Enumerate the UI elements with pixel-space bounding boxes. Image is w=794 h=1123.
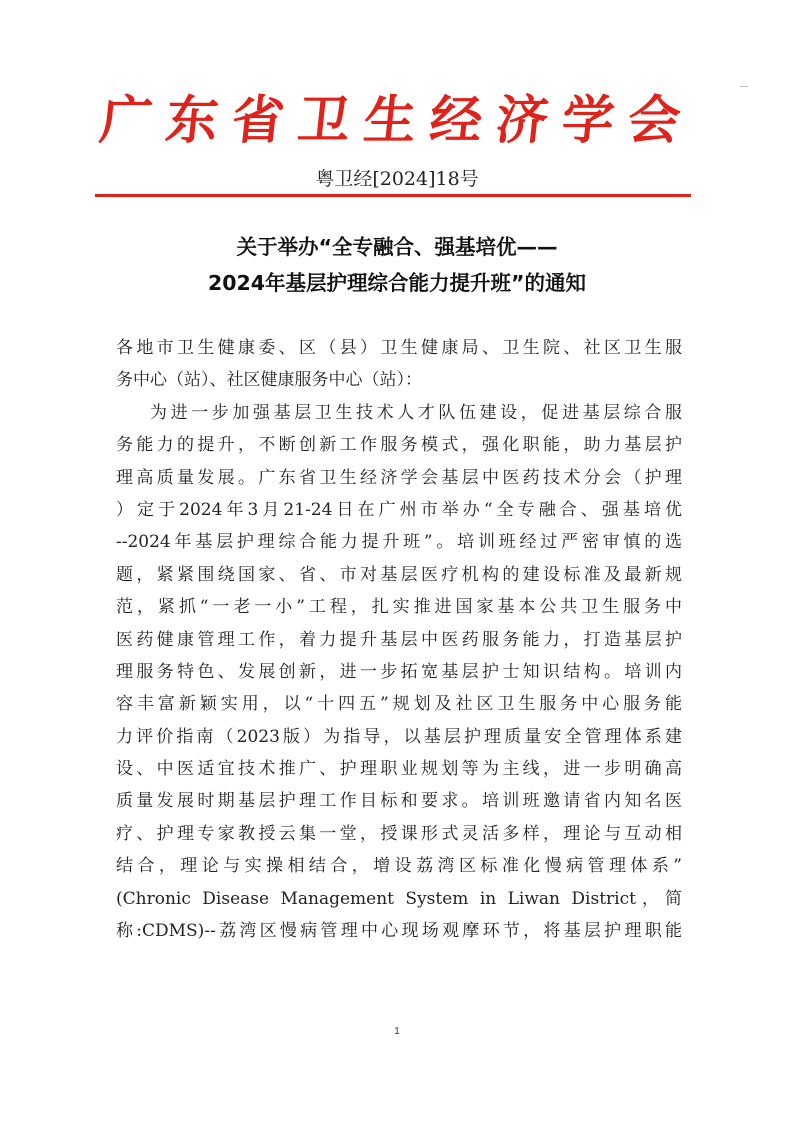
body-line: 称:CDMS)--荔湾区慢病管理中心现场观摩环节，将基层护理职能	[116, 921, 682, 942]
body-line: 质量发展时期基层护理工作目标和要求。培训班邀请省内知名医	[116, 791, 682, 812]
notice-title	[90, 229, 704, 301]
page-number: 1	[394, 1026, 400, 1037]
body-line: 各地市卫生健康委、区（县）卫生健康局、卫生院、社区卫生服	[116, 338, 682, 358]
body-line: 题，紧紧围绕国家、省、市对基层医疗机构的建设标准及最新规	[116, 564, 682, 585]
notice-title-line-2: 2024年基层护理综合能力提升班”的通知	[207, 271, 587, 295]
body-line: 设、中医适宜技术推广、护理职业规划等为主线，进一步明确高	[116, 759, 682, 780]
body-line: 容丰富新颖实用，以“十四五”规划及社区卫生服务中心服务能	[116, 694, 682, 715]
body-line: 医药健康管理工作，着力提升基层中医药服务能力，打造基层护	[116, 629, 682, 650]
header-divider	[95, 194, 691, 197]
notice-title-line-1: 关于举办“全专融合、强基培优——	[236, 235, 558, 259]
body-line: 理高质量发展。广东省卫生经济学会基层中医药技术分会（护理	[116, 467, 682, 488]
body-line: (Chronic Disease Management System in Liwan District，简	[116, 888, 682, 909]
body-line: ）定于2024年3月21-24日在广州市举办“全专融合、强基培优	[116, 499, 682, 520]
corner-mark	[740, 86, 748, 87]
notice-body	[116, 332, 682, 947]
organization-title: 广东省卫生经济学会	[96, 90, 698, 151]
body-line: 务能力的提升，不断创新工作服务模式，强化职能，助力基层护	[116, 435, 682, 456]
body-line: --2024年基层护理综合能力提升班”。培训班经过严密审慎的选	[116, 532, 682, 553]
document-number: 粤卫经[2024]18号	[315, 168, 479, 190]
body-line: 理服务特色、发展创新，进一步拓宽基层护士知识结构。培训内	[116, 661, 682, 682]
body-line: 力评价指南（2023版）为指导，以基层护理质量安全管理体系建	[116, 726, 682, 747]
body-line: 范，紧抓“一老一小”工程，扎实推进国家基本公共卫生服务中	[116, 597, 682, 618]
body-line: 务中心（站）、社区健康服务中心（站）：	[116, 370, 422, 391]
body-line: 为进一步加强基层卫生技术人才队伍建设，促进基层综合服	[150, 402, 682, 423]
body-line: 疗、护理专家教授云集一堂，授课形式灵活多样，理论与互动相	[116, 823, 682, 844]
body-line: 结合，理论与实操相结合，增设荔湾区标准化慢病管理体系”	[116, 856, 682, 877]
